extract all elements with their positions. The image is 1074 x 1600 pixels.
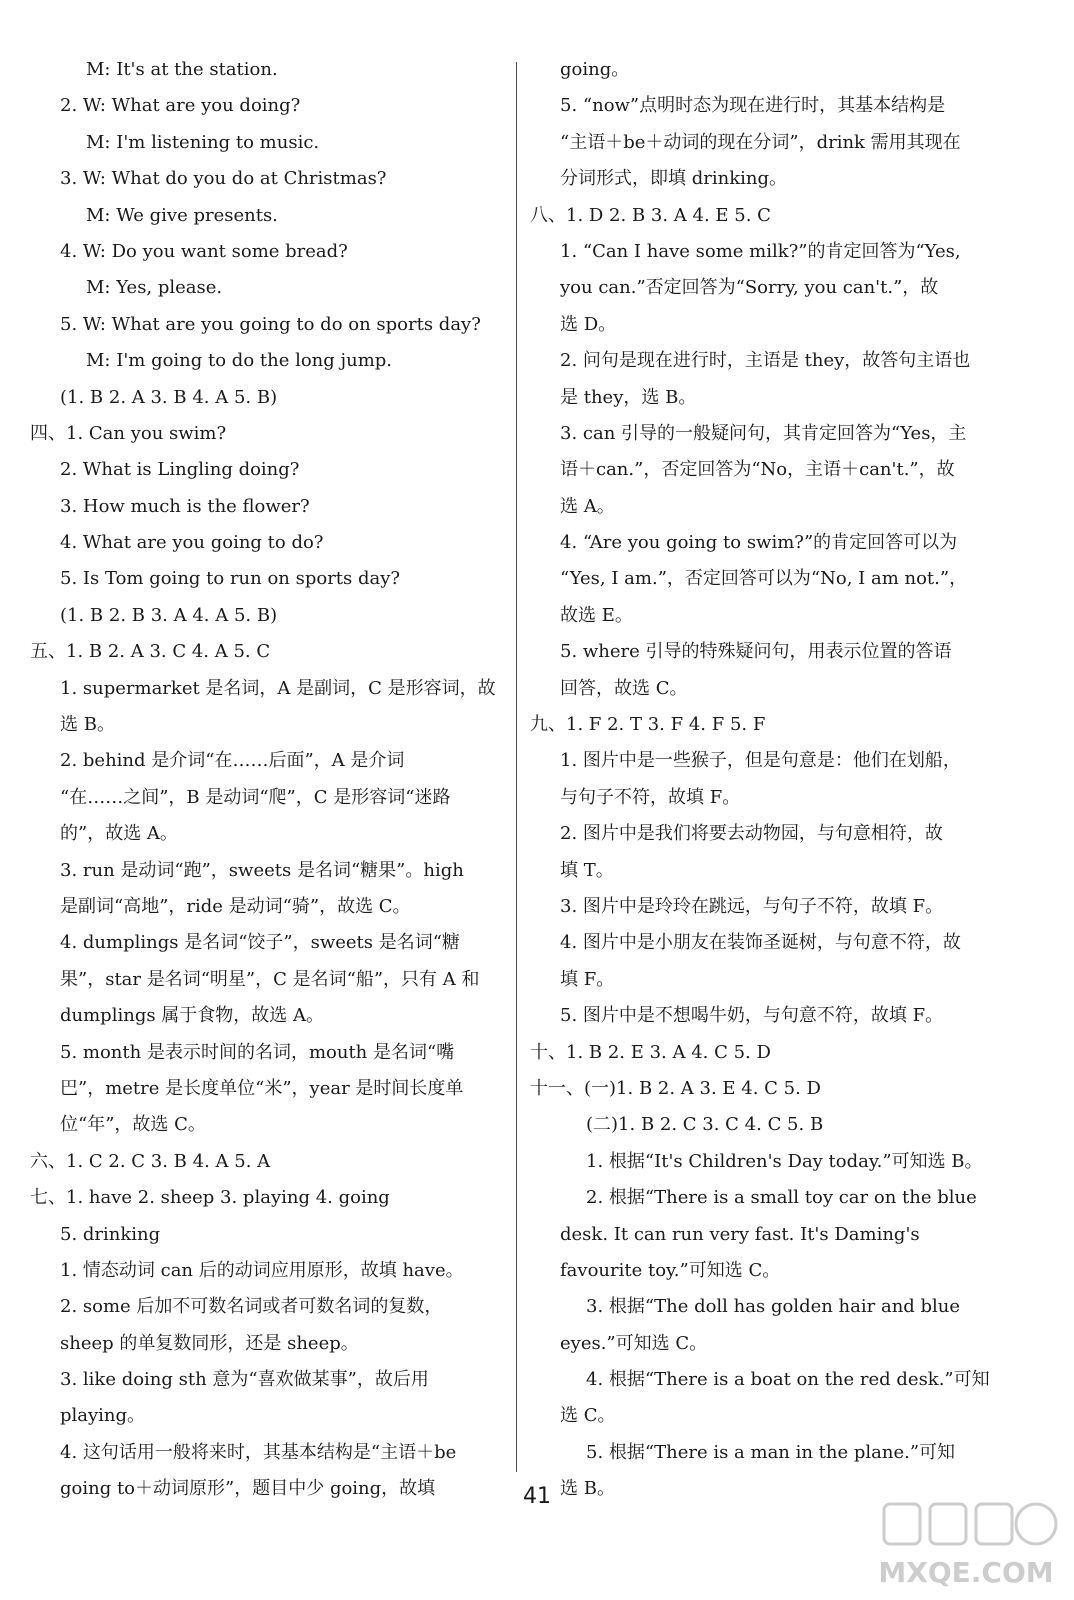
text-line: 1. 图片中是一些猴子，但是句意是：他们在划船， [560,750,961,772]
text-line: 3. 根据“The doll has golden hair and blue [586,1296,961,1318]
text-line: 五、1. B 2. A 3. C 4. A 5. C [30,641,271,663]
text-line: 2. 问句是现在进行时，主语是 they，故答句主语也 [560,350,971,372]
text-line: 5. where 引导的特殊疑问句，用表示位置的答语 [560,641,952,663]
watermark-logo [870,1500,1062,1592]
text-line: 3. How much is the flower? [60,495,310,517]
text-line: 填 T。 [560,859,614,881]
svg-text:MXQE.COM: MXQE.COM [878,1556,1054,1589]
text-line: dumplings 属于食物，故选 A。 [60,1005,325,1027]
text-line: 分词形式，即填 drinking。 [560,168,787,190]
text-line: (二)1. B 2. C 3. C 4. C 5. B [586,1114,824,1136]
text-line: 5. month 是表示时间的名词，mouth 是名词“嘴 [60,1041,455,1063]
text-line: 八、1. D 2. B 3. A 4. E 5. C [530,204,771,226]
text-line: going。 [560,59,630,80]
text-line: 2. 图片中是我们将要去动物园，与句意相符，故 [560,823,943,845]
text-line: 4. 这句话用一般将来时，其基本结构是“主语＋be [60,1441,457,1463]
text-line: 4. “Are you going to swim?”的肯定回答可以为 [560,532,958,554]
text-line: 4. 根据“There is a boat on the red desk.”可知 [586,1369,990,1391]
text-line: 2. some 后加不可数名词或者可数名词的复数， [60,1296,443,1318]
text-line: 2. 根据“There is a small toy car on the blue [586,1187,977,1209]
text-line: 4. W: Do you want some bread? [60,240,348,262]
text-line: 5. 根据“There is a man in the plane.”可知 [586,1441,956,1463]
text-line: M: I'm going to do the long jump. [86,350,393,372]
text-line: 5. “now”点明时态为现在进行时，其基本结构是 [560,95,946,117]
text-line: 的”，故选 A。 [60,823,178,845]
text-line: 1. supermarket 是名词，A 是副词，C 是形容词，故 [60,677,496,699]
text-line: 4. What are you going to do? [60,532,324,554]
text-line: you can.”否定回答为“Sorry, you can't.”，故 [560,277,939,299]
text-line: 十一、(一)1. B 2. A 3. E 4. C 5. D [530,1077,821,1099]
text-line: 2. What is Lingling doing? [60,459,300,481]
text-line: 填 F。 [560,968,615,990]
text-line: 3. can 引导的一般疑问句，其肯定回答为“Yes，主 [560,422,967,444]
page-number: 41 [523,1484,551,1509]
text-line: (1. B 2. B 3. A 4. A 5. B) [60,604,278,626]
text-line: 3. 图片中是玲玲在跳远，与句子不符，故填 F。 [560,895,944,917]
text-line: 是 they，选 B。 [560,386,697,408]
text-line: eyes.”可知选 C。 [560,1332,708,1354]
text-line: desk. It can run very fast. It's Daming's [560,1223,920,1245]
text-line: 5. drinking [60,1223,161,1245]
text-line: “Yes, I am.”，否定回答可以为“No, I am not.”， [560,568,968,590]
text-line: 是副词“高地”，ride 是动词“骑”，故选 C。 [60,895,411,917]
text-line: 1. “Can I have some milk?”的肯定回答为“Yes, [560,240,961,262]
text-line: 语＋can.”，否定回答为“No，主语＋can't.”，故 [560,459,955,481]
text-line: 位“年”，故选 C。 [60,1114,206,1136]
text-line: 选 B。 [60,714,115,736]
text-line: (1. B 2. A 3. B 4. A 5. B) [60,386,278,408]
text-line: 与句子不符，故填 F。 [560,786,741,808]
text-line: 十、1. B 2. E 3. A 4. C 5. D [530,1041,771,1063]
left-column [30,52,508,1508]
right-column [530,52,1012,1508]
text-line: M: It's at the station. [86,59,278,80]
text-line: 4. 图片中是小朋友在装饰圣诞树，与句意不符，故 [560,932,961,954]
text-line: 故选 E。 [560,604,633,626]
text-line: 回答，故选 C。 [560,677,688,699]
text-line: 1. 情态动词 can 后的动词应用原形，故填 have。 [60,1259,464,1281]
column-divider [516,62,517,1472]
text-line: M: I'm listening to music. [86,131,320,153]
text-line: 九、1. F 2. T 3. F 4. F 5. F [530,714,766,736]
text-line: “在……之间”，B 是动词“爬”，C 是形容词“迷路 [60,786,451,808]
text-line: 5. 图片中是不想喝牛奶，与句意不符，故填 F。 [560,1005,944,1027]
text-line: M: Yes, please. [86,277,223,299]
text-line: 巴”，metre 是长度单位“米”，year 是时间长度单 [60,1077,464,1099]
text-line: 2. W: What are you doing? [60,95,301,117]
text-line: going to＋动词原形”，题目中少 going，故填 [60,1478,436,1500]
text-line: 4. dumplings 是名词“饺子”，sweets 是名词“糖 [60,932,460,954]
text-line: 5. W: What are you going to do on sports day? [60,313,481,335]
text-line: favourite toy.”可知选 C。 [560,1259,781,1281]
text-line: 选 A。 [560,495,615,517]
text-line: 六、1. C 2. C 3. B 4. A 5. A [30,1150,271,1172]
text-line: 3. W: What do you do at Christmas? [60,168,387,190]
text-line: 2. behind 是介词“在……后面”，A 是介词 [60,750,405,772]
text-line: 选 C。 [560,1405,616,1427]
text-line: 选 B。 [560,1478,615,1500]
text-line: 七、1. have 2. sheep 3. playing 4. going [30,1187,390,1209]
text-line: “主语＋be＋动词的现在分词”，drink 需用其现在 [560,131,961,153]
text-line: M: We give presents. [86,204,278,226]
text-line: 5. Is Tom going to run on sports day? [60,568,401,590]
text-line: playing。 [60,1405,146,1427]
text-line: 3. like doing sth 意为“喜欢做某事”，故后用 [60,1369,429,1391]
text-line: 四、1. Can you swim? [30,422,227,444]
text-line: 3. run 是动词“跑”，sweets 是名词“糖果”。high [60,859,464,881]
text-line: sheep 的单复数同形，还是 sheep。 [60,1332,359,1354]
text-line: 果”，star 是名词“明星”，C 是名词“船”，只有 A 和 [60,968,480,990]
text-line: 选 D。 [560,313,617,335]
text-line: 1. 根据“It's Children's Day today.”可知选 B。 [586,1150,983,1172]
